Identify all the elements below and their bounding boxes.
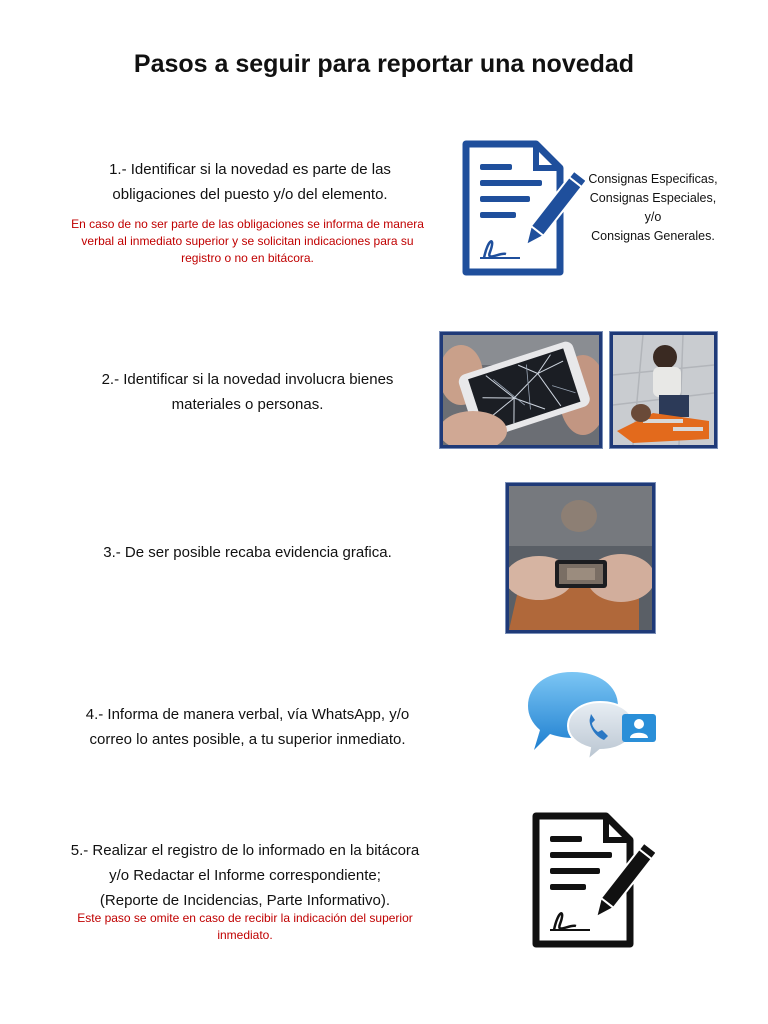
document-blue-icon	[460, 140, 585, 278]
step2-text	[55, 367, 440, 417]
consignas-item: Consignas Especificas,	[588, 172, 718, 186]
step1-text	[60, 157, 440, 207]
step3-line1: 3.- De ser posible recaba evidencia grafica.	[103, 544, 392, 561]
consignas-list	[583, 170, 723, 246]
injured-person-photo	[610, 332, 717, 448]
chat-contact-icon	[528, 668, 668, 762]
step2-line1: 2.- Identificar si la novedad involucra bienes	[101, 371, 394, 388]
step4-line2: correo lo antes posible, a tu superior inmediato.	[89, 731, 406, 748]
step5-text	[45, 838, 445, 913]
step2-line2: materiales o personas.	[171, 396, 324, 413]
step1-line2: obligaciones del puesto y/o del elemento.	[112, 186, 388, 203]
document-black-icon	[530, 812, 655, 950]
step5-note-line2: inmediato.	[217, 928, 273, 942]
step5-line2: y/o Redactar el Informe correspondiente;	[109, 867, 381, 884]
step4-line1: 4.- Informa de manera verbal, vía WhatsApp, y/o	[85, 706, 410, 723]
step1-note-line1: En caso de no ser parte de las obligaciones se informa de manera	[71, 217, 424, 231]
broken-phone-photo	[440, 332, 602, 448]
step5-note-line1: Este paso se omite en caso de recibir la indicación del superior	[77, 911, 413, 925]
page-title: Pasos a seguir para reportar una novedad	[133, 50, 635, 78]
taking-photo-evidence	[506, 483, 655, 633]
step1-line1: 1.- Identificar si la novedad es parte de las	[109, 161, 391, 178]
step5-line3: (Reporte de Incidencias, Parte Informativo).	[99, 892, 391, 909]
step3-text	[60, 540, 435, 565]
step1-note	[55, 216, 440, 267]
step1-note-line3: registro o no en bitácora.	[181, 251, 314, 265]
consignas-item: Consignas Generales.	[591, 229, 715, 243]
consignas-item: Consignas Especiales,	[589, 191, 717, 205]
step4-text	[55, 702, 440, 752]
step1-note-line2: verbal al inmediato superior y se solicitan indicaciones para su	[81, 234, 414, 248]
step5-line1: 5.- Realizar el registro de lo informado en la bitácora	[70, 842, 420, 859]
consignas-item: y/o	[644, 210, 662, 224]
step5-note	[45, 910, 445, 944]
